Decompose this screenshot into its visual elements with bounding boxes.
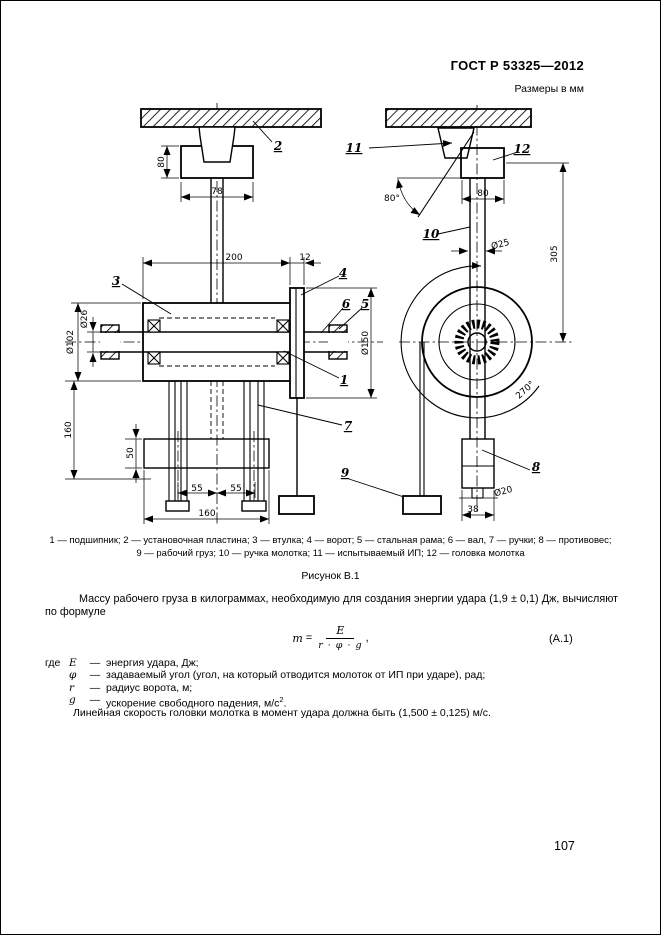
symbol: E — [69, 657, 77, 669]
where-label — [45, 694, 69, 710]
dimension-label: Ø102 — [66, 329, 76, 355]
part-number-label: 4 — [338, 266, 348, 280]
part-number-label: 10 — [422, 227, 440, 241]
symbol-definitions — [45, 657, 620, 710]
formula-numerator: E — [326, 624, 354, 639]
definition-row — [45, 682, 620, 694]
definition-text: задаваемый угол (угол, на который отводится молоток от ИП при ударе), рад; — [106, 669, 486, 682]
dimension-label: Ø26 — [80, 309, 90, 329]
working-load-weight — [403, 496, 441, 514]
part-number-label: 9 — [340, 466, 350, 480]
right-view — [369, 105, 573, 521]
body-paragraph: Массу рабочего груза в килограммах, необходимую для создания энергии удара (1,9 ± 0,1) Дж, вычисляют по формуле — [45, 593, 618, 618]
dimension-label: 38 — [467, 505, 479, 515]
part-number-label: 2 — [273, 139, 283, 153]
formula-equals: = — [305, 632, 313, 644]
dash: — — [89, 669, 101, 682]
definition-row — [45, 669, 620, 681]
part-number-label: 6 — [341, 297, 351, 311]
detector-under-test — [438, 128, 474, 158]
dash: — — [89, 693, 101, 706]
figure-caption-line1: 1 — подшипник; 2 — установочная пластина; 3 — втулка; 4 — ворот; 5 — стальная рама; 6 — вал, 7 — ручки; 8 — противовес; — [49, 535, 612, 546]
winch-disc — [290, 288, 304, 398]
dimension-label: 305 — [550, 245, 560, 263]
part-number-label: 3 — [111, 274, 121, 288]
angle-arc-80 — [398, 179, 420, 215]
working-load-weight — [279, 496, 314, 514]
part-number-label: 1 — [339, 373, 349, 387]
dimension-label: 160 — [198, 509, 216, 519]
symbol: φ — [69, 669, 77, 682]
formula-lhs: m — [292, 631, 303, 645]
sleeve-drum — [143, 303, 291, 381]
dimension-label: 55 — [191, 484, 203, 494]
dimension-label: Ø25 — [490, 237, 511, 253]
dimension-label: 160 — [64, 421, 74, 439]
part-number-label: 8 — [531, 460, 541, 474]
page-number: 107 — [554, 839, 575, 853]
formula-comma: , — [365, 632, 369, 644]
dimension-label: Ø20 — [493, 484, 514, 500]
leader-lines — [369, 143, 530, 470]
left-view — [65, 103, 413, 526]
dimension-label: 80° — [384, 194, 400, 204]
part-number-label: 11 — [345, 141, 363, 155]
dimension-label: 80 — [477, 189, 489, 199]
formula-denominator: r · φ · g — [318, 640, 363, 651]
closing-sentence: Линейная скорость головки молотка в момент удара должна быть (1,500 ± 0,125) м/с. — [73, 707, 491, 719]
dimension-label: 50 — [126, 447, 136, 459]
dimension-label: 80 — [157, 156, 167, 168]
dash: — — [89, 657, 101, 669]
figure-title: Рисунок В.1 — [301, 570, 360, 582]
figure-b1-drawing — [1, 1, 661, 935]
dimension-label: 12 — [299, 253, 311, 263]
where-label — [45, 669, 69, 681]
equation-number: (А.1) — [549, 633, 573, 645]
units-note: Размеры в мм — [514, 83, 584, 95]
definition-text: ускорение свободного падения, $м/с^2$. — [106, 694, 287, 710]
definition-row — [45, 657, 620, 669]
definition-text: энергия удара, Дж; — [106, 657, 199, 669]
frame-legs — [166, 381, 266, 511]
mounting-plate-hatched — [141, 109, 321, 127]
dimension-label: Ø150 — [361, 330, 371, 356]
shaft-gap — [328, 333, 348, 351]
formula-fraction — [318, 624, 362, 652]
detector-body — [199, 127, 235, 162]
part-number-label: 7 — [343, 419, 353, 433]
dimension-label: 55 — [230, 484, 242, 494]
shaft-gap — [100, 333, 120, 351]
figure-caption-line2: 9 — рабочий груз; 10 — ручка молотка; 11 — испытываемый ИП; 12 — головка молотка — [136, 548, 525, 559]
where-label — [45, 682, 69, 694]
dimension-label: 78 — [211, 187, 223, 197]
mounting-plate-hatched — [386, 109, 531, 127]
part-number-label: 12 — [513, 142, 531, 156]
symbol: r — [69, 681, 75, 694]
where-label: где — [45, 657, 61, 669]
definition-text: радиус ворота, м; — [106, 681, 193, 694]
part-number-label: 5 — [360, 297, 370, 311]
dash: — — [89, 681, 101, 694]
dimension-label: 200 — [225, 253, 243, 263]
symbol: g — [69, 693, 76, 706]
dimension-label: 270° — [514, 379, 538, 402]
standard-number: ГОСТ Р 53325—2012 — [450, 58, 584, 73]
